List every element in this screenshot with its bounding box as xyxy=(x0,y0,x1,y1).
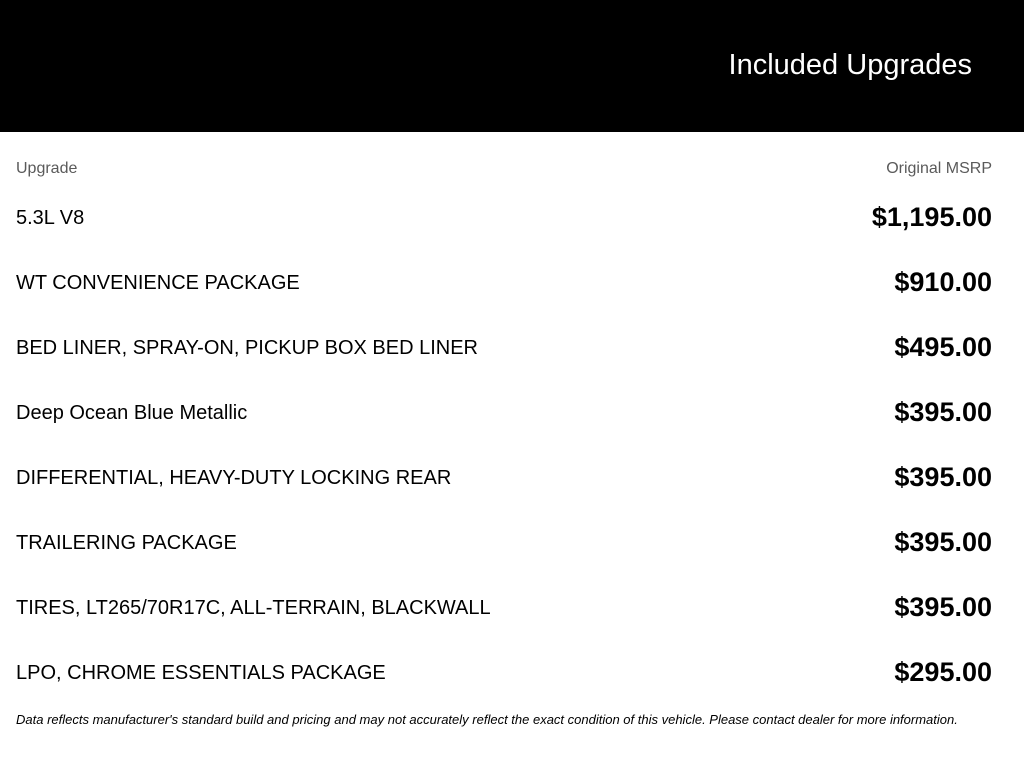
upgrade-price: $1,195.00 xyxy=(871,202,992,232)
table-row xyxy=(16,452,992,517)
table-row xyxy=(16,582,992,647)
header-banner xyxy=(0,0,1024,132)
upgrade-price: $295.00 xyxy=(894,657,992,687)
table-header xyxy=(16,160,992,180)
upgrade-name: LPO, CHROME ESSENTIALS PACKAGE xyxy=(16,662,386,684)
upgrade-price: $395.00 xyxy=(894,397,992,427)
upgrade-price: $495.00 xyxy=(894,332,992,362)
upgrade-price: $395.00 xyxy=(894,592,992,622)
table-row xyxy=(16,257,992,322)
upgrade-name: DIFFERENTIAL, HEAVY-DUTY LOCKING REAR xyxy=(16,467,452,489)
upgrade-name: TIRES, LT265/70R17C, ALL-TERRAIN, BLACKWALL xyxy=(16,597,491,619)
page-title: Included Upgrades xyxy=(728,49,972,81)
upgrade-name: WT CONVENIENCE PACKAGE xyxy=(16,272,300,294)
upgrade-name: BED LINER, SPRAY-ON, PICKUP BOX BED LINER xyxy=(16,337,478,359)
table-row xyxy=(16,192,992,257)
upgrade-price: $910.00 xyxy=(894,267,992,297)
table-row xyxy=(16,387,992,452)
column-header-msrp: Original MSRP xyxy=(886,160,992,177)
upgrade-price: $395.00 xyxy=(894,462,992,492)
upgrade-name: Deep Ocean Blue Metallic xyxy=(16,402,248,424)
upgrade-name: TRAILERING PACKAGE xyxy=(16,532,237,554)
upgrade-price: $395.00 xyxy=(894,527,992,557)
upgrades-list xyxy=(16,192,992,712)
table-row xyxy=(16,517,992,582)
table-row xyxy=(16,647,992,712)
table-row xyxy=(16,322,992,387)
disclaimer-footnote: Data reflects manufacturer's standard build and pricing and may not accurately reflect the exact condition of this vehicle. Please contact dealer for more information. xyxy=(16,712,958,727)
column-header-upgrade: Upgrade xyxy=(16,160,78,177)
upgrade-name: 5.3L V8 xyxy=(16,207,85,229)
